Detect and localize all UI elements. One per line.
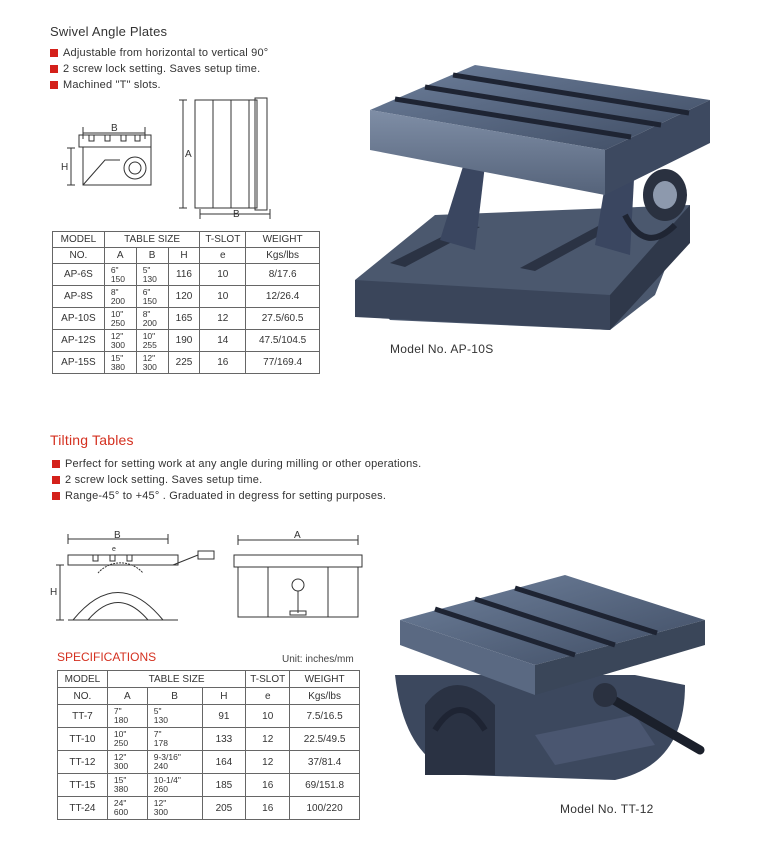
col-header-a: A: [104, 248, 136, 264]
dim-label-b: B: [111, 123, 118, 134]
swivel-angle-plate-photo: [355, 55, 715, 345]
col-header-model: MODEL: [58, 671, 108, 688]
col-header-b: B: [136, 248, 168, 264]
dim-label-a: A: [185, 149, 192, 160]
unit-note: Unit: inches/mm: [282, 654, 354, 665]
feature-item: Range-45° to +45° . Graduated in degress for setting purposes.: [52, 488, 421, 504]
dim-label-b: B: [114, 530, 121, 541]
swivel-caption: Model No. AP-10S: [390, 342, 494, 356]
tilting-dimension-diagram: [48, 525, 368, 630]
col-header-h: H: [202, 688, 246, 705]
col-header-e: e: [246, 688, 290, 705]
feature-item: Adjustable from horizontal to vertical 90°: [50, 45, 268, 61]
swivel-dimension-diagram: [55, 90, 295, 220]
col-header-weight: WEIGHT: [246, 232, 320, 248]
col-header-kgs: Kgs/lbs: [246, 248, 320, 264]
col-header-no: NO.: [53, 248, 105, 264]
col-header-table-size: TABLE SIZE: [107, 671, 245, 688]
dim-label-h: H: [61, 162, 69, 173]
bullet-square-icon: [50, 81, 58, 89]
table-row: TT-12 12" 300 9-3/16" 240 164 12 37/81.4: [58, 751, 360, 774]
tilting-title: Tilting Tables: [50, 432, 134, 448]
table-row: TT-10 10" 250 7" 178 133 12 22.5/49.5: [58, 728, 360, 751]
col-header-h: H: [168, 248, 200, 264]
bullet-square-icon: [50, 49, 58, 57]
specifications-heading: SPECIFICATIONS: [57, 650, 157, 664]
col-header-tslot: T-SLOT: [200, 232, 246, 248]
col-header-e: e: [200, 248, 246, 264]
table-row: TT-7 7" 180 5" 130 91 10 7.5/16.5: [58, 705, 360, 728]
col-header-kgs: Kgs/lbs: [290, 688, 360, 705]
tilting-caption: Model No. TT-12: [560, 802, 654, 816]
table-row: AP-6S 6" 150 5" 130 116 10 8/17.6: [53, 264, 320, 286]
col-header-model: MODEL: [53, 232, 105, 248]
table-row: AP-10S 10" 250 8" 200 165 12 27.5/60.5: [53, 308, 320, 330]
col-header-weight: WEIGHT: [290, 671, 360, 688]
col-header-tslot: T-SLOT: [246, 671, 290, 688]
feature-item: 2 screw lock setting. Saves setup time.: [50, 61, 268, 77]
tilting-table-photo: [385, 565, 720, 790]
bullet-square-icon: [52, 460, 60, 468]
table-row: TT-15 15" 380 10-1/4" 260 185 16 69/151.8: [58, 774, 360, 797]
tilting-spec-table: [57, 670, 360, 820]
feature-item: Machined "T" slots.: [50, 77, 268, 93]
dim-label-h: H: [50, 587, 58, 598]
table-row: AP-12S 12" 300 10" 255 190 14 47.5/104.5: [53, 330, 320, 352]
dim-label-b2: B: [233, 209, 240, 220]
tilting-features: [52, 456, 421, 504]
col-header-b: B: [147, 688, 202, 705]
col-header-a: A: [107, 688, 147, 705]
col-header-no: NO.: [58, 688, 108, 705]
swivel-features: [50, 45, 268, 93]
bullet-square-icon: [52, 476, 60, 484]
swivel-spec-table: [52, 231, 320, 374]
dim-label-a: A: [294, 530, 301, 541]
bullet-square-icon: [52, 492, 60, 500]
feature-item: Perfect for setting work at any angle during milling or other operations.: [52, 456, 421, 472]
table-row: AP-8S 8" 200 6" 150 120 10 12/26.4: [53, 286, 320, 308]
table-row: TT-24 24" 600 12" 300 205 16 100/220: [58, 797, 360, 820]
dim-label-e: e: [112, 546, 116, 553]
swivel-title: Swivel Angle Plates: [50, 24, 168, 39]
col-header-table-size: TABLE SIZE: [104, 232, 200, 248]
feature-item: 2 screw lock setting. Saves setup time.: [52, 472, 421, 488]
table-row: AP-15S 15" 380 12" 300 225 16 77/169.4: [53, 352, 320, 374]
bullet-square-icon: [50, 65, 58, 73]
